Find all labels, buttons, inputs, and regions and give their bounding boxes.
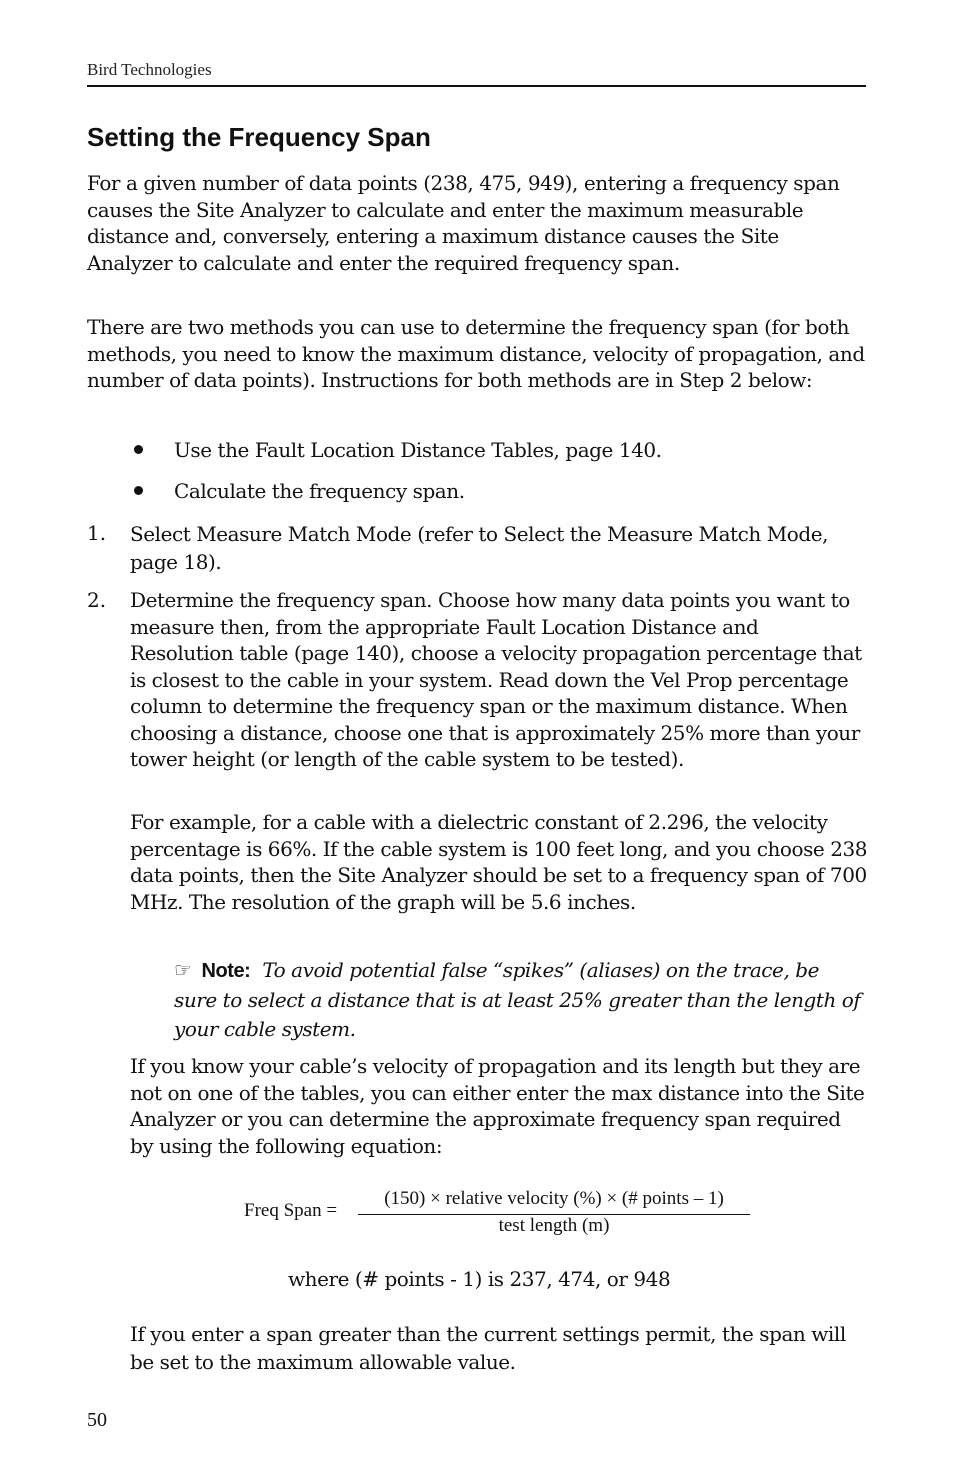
header-rule: [87, 85, 866, 87]
note-label: Note:: [201, 960, 251, 982]
equation-intro-paragraph: If you know your cable’s velocity of propagation and its length but they are not on one of the tables, you can either enter the max distance into the Site Analyzer or you can determine the approximate frequency span required by using the following equation:: [130, 1054, 865, 1158]
step-number: 2.: [87, 588, 107, 612]
note-callout: [174, 956, 864, 1044]
intro-paragraph: For a given number of data points (238, 475, 949), entering a frequency span causes the Site Analyzer to calculate and enter the maximum measurable distance and, conversely, entering a maximum distance causes the Site Analyzer to calculate and enter the required frequency span.: [87, 171, 840, 275]
equation-denominator: test length (m): [498, 1215, 610, 1236]
bullet-text: Calculate the frequency span.: [174, 479, 465, 503]
equation-numerator: (150) × relative velocity (%) × (# points – 1): [384, 1188, 724, 1209]
closing-paragraph: If you enter a span greater than the current settings permit, the span will be set to the maximum allowable value.: [130, 1322, 846, 1374]
bullet-icon: [134, 445, 143, 454]
bullet-icon: [134, 486, 143, 495]
equation-where-note: where (# points - 1) is 237, 474, or 948: [288, 1267, 671, 1291]
running-header: Bird Technologies: [87, 60, 212, 79]
equation-left-side: Freq Span =: [244, 1200, 338, 1221]
note-text: To avoid potential false “spikes” (aliases) on the trace, be sure to select a distance that is at least 25% greater than the length of your cable system.: [174, 958, 861, 1041]
example-paragraph: For example, for a cable with a dielectric constant of 2.296, the velocity percentage is 66%. If the cable system is 100 feet long, and you choose 238 data points, then the Site Analyzer should be set to a frequency span of 700 MHz. The resolution of the graph will be 5.6 inches.: [130, 810, 868, 914]
section-title: Setting the Frequency Span: [87, 122, 431, 152]
page-number: 50: [87, 1409, 107, 1431]
step-text: Determine the frequency span. Choose how many data points you want to measure then, from the appropriate Fault Location Distance and Resolution table (page 140), choose a velocity propagation percentage that is closest to the cable in your system. Read down the Vel Prop percentage column to determine the frequency span or the maximum distance. When choosing a distance, choose one that is approximately 25% more than your tower height (or length of the cable system to be tested).: [130, 588, 862, 771]
step-number: 1.: [87, 521, 107, 545]
methods-paragraph: There are two methods you can use to determine the frequency span (for both methods, you need to know the maximum distance, velocity of propagation, and number of data points). Instructions for both methods are in Step 2 below:: [87, 315, 865, 392]
step-text: Select Measure Match Mode (refer to Select the Measure Match Mode, page 18).: [130, 522, 828, 574]
pointing-hand-icon: ☞: [174, 958, 192, 982]
bullet-text: Use the Fault Location Distance Tables, page 140.: [174, 438, 662, 462]
frequency-span-equation: [244, 1188, 764, 1240]
